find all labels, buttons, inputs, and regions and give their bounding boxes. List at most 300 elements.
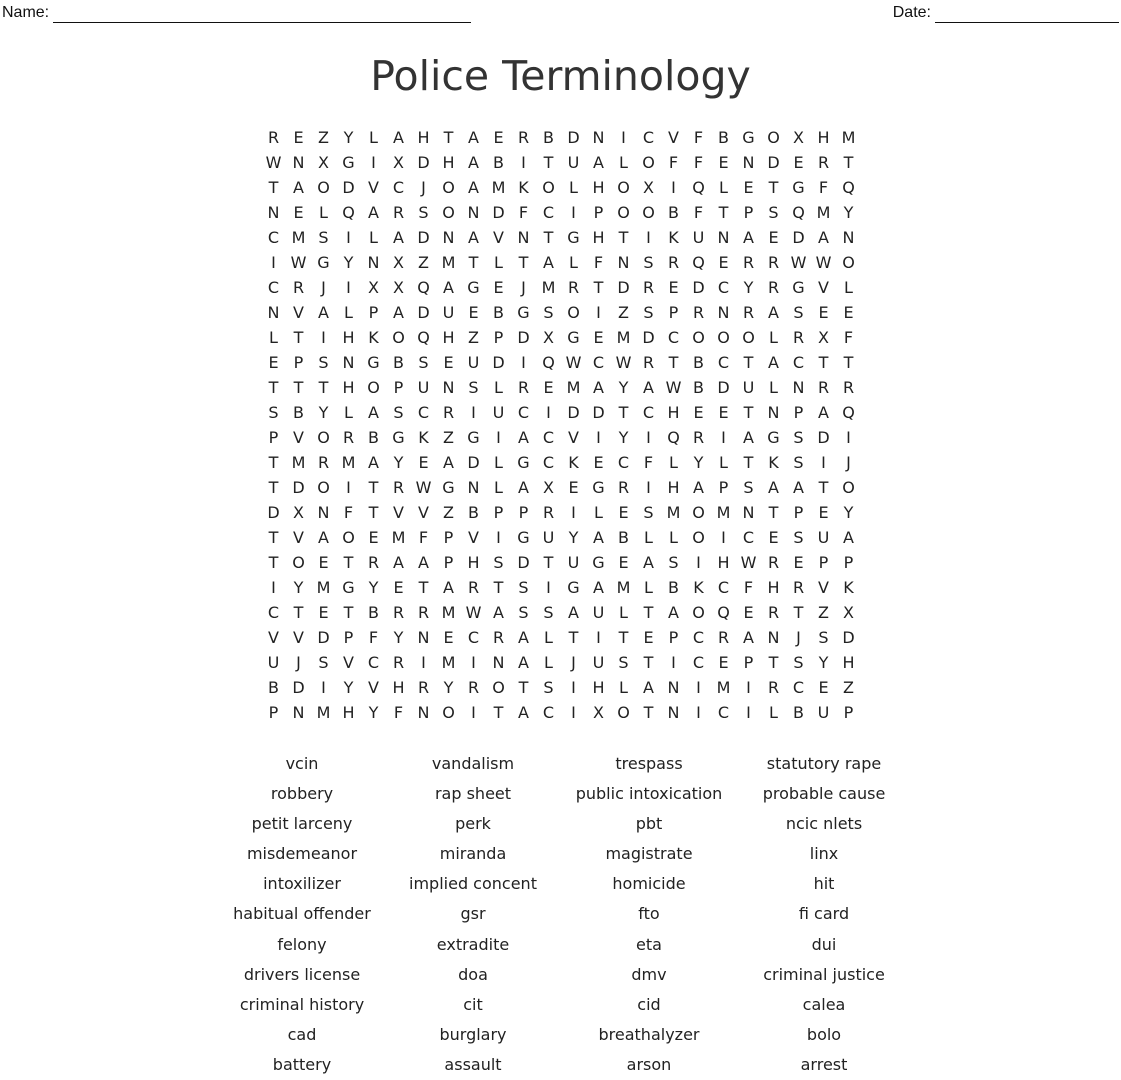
grid-letter: L <box>769 328 778 347</box>
grid-letter: F <box>743 578 754 597</box>
grid-letter: Y <box>368 578 379 597</box>
grid-letter: A <box>643 553 654 572</box>
grid-letter: L <box>644 528 653 547</box>
grid-letter: H <box>592 178 605 197</box>
grid-letter: H <box>392 678 405 697</box>
grid-letter: E <box>293 203 304 222</box>
grid-letter: D <box>342 178 355 197</box>
grid-letter: D <box>417 228 430 247</box>
grid-letter: R <box>442 403 455 422</box>
grid-letter: B <box>668 578 679 597</box>
grid-letter: P <box>843 553 854 572</box>
word-list-item: doa <box>458 964 488 984</box>
grid-letter: D <box>617 278 630 297</box>
grid-letter: S <box>318 228 329 247</box>
grid-letter: X <box>293 503 304 522</box>
grid-letter: W <box>665 378 682 397</box>
grid-letter: O <box>442 203 455 222</box>
grid-letter: O <box>692 528 705 547</box>
grid-row <box>261 200 861 225</box>
grid-letter: A <box>318 303 329 322</box>
grid-letter: S <box>543 678 554 697</box>
grid-letter: C <box>542 703 555 722</box>
grid-letter: T <box>818 353 829 372</box>
grid-letter: C <box>367 653 380 672</box>
grid-letter: G <box>342 153 355 172</box>
grid-letter: L <box>569 178 578 197</box>
grid-letter: N <box>517 228 530 247</box>
grid-letter: A <box>643 378 654 397</box>
grid-letter: H <box>667 478 680 497</box>
grid-letter: P <box>443 528 454 547</box>
word-list-item: criminal justice <box>763 964 885 984</box>
grid-letter: N <box>767 628 780 647</box>
grid-letter: E <box>718 403 729 422</box>
grid-letter: T <box>743 403 754 422</box>
grid-letter: A <box>668 603 679 622</box>
grid-letter: M <box>716 678 731 697</box>
grid-letter: L <box>344 303 353 322</box>
grid-letter: U <box>492 403 505 422</box>
grid-letter: H <box>342 328 355 347</box>
grid-letter: Y <box>843 203 854 222</box>
grid-letter: N <box>467 203 480 222</box>
grid-letter: U <box>817 528 830 547</box>
grid-letter: A <box>818 403 829 422</box>
grid-letter: G <box>742 128 755 147</box>
grid-letter: T <box>268 178 279 197</box>
grid-letter: Q <box>792 203 805 222</box>
grid-letter: X <box>318 153 329 172</box>
name-blank-line[interactable] <box>53 7 471 23</box>
grid-letter: V <box>393 503 404 522</box>
grid-letter: W <box>265 153 282 172</box>
grid-letter: G <box>592 478 605 497</box>
grid-letter: Q <box>542 353 555 372</box>
grid-letter: C <box>617 453 630 472</box>
grid-letter: H <box>717 553 730 572</box>
word-list-item: gsr <box>460 904 486 924</box>
grid-letter: C <box>792 353 805 372</box>
grid-row <box>261 450 861 475</box>
grid-letter: R <box>492 628 505 647</box>
grid-row <box>261 325 861 350</box>
grid-letter: G <box>517 453 530 472</box>
grid-letter: X <box>393 253 404 272</box>
grid-letter: B <box>368 428 379 447</box>
word-list-item: robbery <box>270 784 334 804</box>
grid-letter: A <box>443 578 454 597</box>
grid-letter: D <box>517 553 530 572</box>
grid-letter: T <box>493 703 504 722</box>
grid-letter: N <box>492 653 505 672</box>
grid-letter: A <box>468 228 479 247</box>
grid-letter: G <box>567 578 580 597</box>
grid-letter: E <box>293 128 304 147</box>
grid-letter: E <box>493 128 504 147</box>
grid-letter: O <box>692 328 705 347</box>
grid-letter: S <box>793 303 804 322</box>
grid-letter: T <box>293 378 304 397</box>
grid-letter: L <box>619 153 628 172</box>
grid-letter: L <box>319 203 328 222</box>
grid-letter: C <box>542 203 555 222</box>
grid-letter: R <box>842 378 855 397</box>
grid-letter: O <box>692 503 705 522</box>
grid-letter: G <box>767 428 780 447</box>
grid-letter: L <box>494 453 503 472</box>
grid-letter: S <box>418 203 429 222</box>
grid-letter: U <box>817 703 830 722</box>
grid-letter: V <box>268 628 279 647</box>
grid-row <box>261 575 861 600</box>
grid-letter: D <box>692 278 705 297</box>
grid-letter: A <box>493 603 504 622</box>
grid-letter: G <box>467 428 480 447</box>
grid-row <box>261 625 861 650</box>
grid-letter: Y <box>343 678 354 697</box>
grid-letter: U <box>542 528 555 547</box>
grid-letter: T <box>268 553 279 572</box>
grid-letter: H <box>667 403 680 422</box>
grid-letter: D <box>317 628 330 647</box>
grid-letter: U <box>267 653 280 672</box>
grid-letter: O <box>617 178 630 197</box>
grid-letter: C <box>717 703 730 722</box>
grid-letter: Q <box>842 403 855 422</box>
grid-letter: A <box>418 553 429 572</box>
grid-letter: S <box>543 303 554 322</box>
grid-letter: Y <box>568 528 579 547</box>
word-list-item: eta <box>636 934 662 954</box>
grid-letter: C <box>542 453 555 472</box>
word-list-row <box>0 990 1121 1020</box>
grid-letter: O <box>642 203 655 222</box>
grid-letter: D <box>567 403 580 422</box>
grid-letter: O <box>367 378 380 397</box>
grid-letter: L <box>619 603 628 622</box>
word-list-item: dmv <box>631 964 667 984</box>
grid-letter: X <box>543 478 554 497</box>
grid-letter: S <box>668 553 679 572</box>
grid-letter: J <box>796 628 801 647</box>
grid-letter: K <box>693 578 704 597</box>
grid-letter: T <box>268 528 279 547</box>
grid-letter: U <box>592 653 605 672</box>
grid-letter: R <box>667 253 680 272</box>
grid-letter: D <box>567 128 580 147</box>
grid-letter: D <box>717 378 730 397</box>
grid-letter: A <box>743 628 754 647</box>
grid-row <box>261 250 861 275</box>
grid-letter: F <box>693 153 704 172</box>
grid-letter: O <box>342 528 355 547</box>
grid-letter: D <box>642 328 655 347</box>
word-list-item: calea <box>802 994 846 1014</box>
grid-letter: R <box>642 278 655 297</box>
grid-letter: O <box>317 428 330 447</box>
grid-letter: T <box>343 553 354 572</box>
grid-letter: T <box>718 203 729 222</box>
grid-letter: I <box>646 428 651 447</box>
grid-letter: R <box>817 153 830 172</box>
grid-letter: M <box>616 328 631 347</box>
grid-letter: H <box>817 128 830 147</box>
grid-letter: D <box>492 203 505 222</box>
grid-letter: V <box>468 528 479 547</box>
grid-letter: I <box>721 528 726 547</box>
grid-letter: V <box>493 228 504 247</box>
word-list-item: breathalyzer <box>598 1024 700 1044</box>
grid-letter: E <box>818 303 829 322</box>
grid-letter: E <box>818 503 829 522</box>
grid-letter: B <box>368 603 379 622</box>
word-list-row <box>0 869 1121 899</box>
word-list-item: arrest <box>800 1054 848 1074</box>
grid-letter: S <box>793 653 804 672</box>
grid-letter: I <box>471 403 476 422</box>
grid-letter: G <box>792 178 805 197</box>
word-list-item: magistrate <box>605 844 693 864</box>
grid-letter: E <box>818 678 829 697</box>
grid-letter: Y <box>843 503 854 522</box>
grid-letter: J <box>321 278 326 297</box>
grid-letter: I <box>821 453 826 472</box>
grid-letter: F <box>593 253 604 272</box>
grid-letter: T <box>493 578 504 597</box>
grid-letter: S <box>743 478 754 497</box>
grid-letter: M <box>841 128 856 147</box>
word-list-item: homicide <box>612 874 686 894</box>
grid-letter: G <box>567 228 580 247</box>
grid-letter: G <box>342 578 355 597</box>
grid-letter: F <box>843 328 854 347</box>
grid-letter: R <box>317 453 330 472</box>
grid-letter: E <box>443 628 454 647</box>
grid-letter: X <box>593 703 604 722</box>
grid-row <box>261 125 861 150</box>
grid-letter: Y <box>318 403 329 422</box>
grid-letter: R <box>292 278 305 297</box>
grid-letter: A <box>468 153 479 172</box>
grid-letter: U <box>567 553 580 572</box>
grid-letter: I <box>596 303 601 322</box>
word-list-item: perk <box>455 814 491 834</box>
grid-letter: Q <box>717 603 730 622</box>
page-title: Police Terminology <box>370 52 751 100</box>
grid-letter: L <box>494 253 503 272</box>
grid-letter: O <box>767 128 780 147</box>
grid-letter: B <box>693 378 704 397</box>
grid-letter: R <box>392 203 405 222</box>
word-list-row <box>0 809 1121 839</box>
grid-letter: E <box>743 603 754 622</box>
word-list-item: miranda <box>439 844 507 864</box>
grid-letter: N <box>617 253 630 272</box>
grid-letter: M <box>616 578 631 597</box>
grid-letter: H <box>592 678 605 697</box>
grid-letter: P <box>843 703 854 722</box>
grid-letter: W <box>415 478 432 497</box>
grid-letter: S <box>393 403 404 422</box>
grid-row <box>261 175 861 200</box>
grid-letter: S <box>793 428 804 447</box>
word-list-item: vandalism <box>431 754 515 773</box>
grid-letter: E <box>593 328 604 347</box>
grid-letter: G <box>467 278 480 297</box>
grid-letter: T <box>668 353 679 372</box>
grid-letter: P <box>793 503 804 522</box>
grid-letter: I <box>671 178 676 197</box>
grid-letter: X <box>643 178 654 197</box>
grid-letter: W <box>740 553 757 572</box>
grid-letter: A <box>393 303 404 322</box>
grid-letter: V <box>293 528 304 547</box>
grid-letter: A <box>743 228 754 247</box>
grid-letter: I <box>496 528 501 547</box>
grid-letter: T <box>468 253 479 272</box>
grid-letter: L <box>544 628 553 647</box>
word-list-item: cad <box>287 1024 317 1044</box>
grid-letter: A <box>443 278 454 297</box>
grid-letter: U <box>567 153 580 172</box>
date-field[interactable] <box>893 3 1119 23</box>
grid-letter: E <box>743 178 754 197</box>
grid-letter: N <box>442 378 455 397</box>
grid-letter: R <box>517 128 530 147</box>
word-list-row <box>0 1020 1121 1050</box>
grid-letter: L <box>369 228 378 247</box>
grid-letter: I <box>521 153 526 172</box>
grid-letter: I <box>571 703 576 722</box>
grid-letter: V <box>818 578 829 597</box>
word-list-item: dui <box>811 934 837 954</box>
grid-letter: X <box>843 603 854 622</box>
date-label: Date: <box>892 4 931 21</box>
grid-letter: J <box>846 453 851 472</box>
grid-letter: S <box>643 303 654 322</box>
grid-letter: I <box>646 478 651 497</box>
grid-letter: D <box>817 428 830 447</box>
grid-letter: O <box>542 178 555 197</box>
grid-letter: O <box>442 178 455 197</box>
grid-letter: Y <box>368 703 379 722</box>
grid-letter: T <box>743 353 754 372</box>
grid-letter: F <box>418 528 429 547</box>
grid-letter: R <box>742 303 755 322</box>
grid-letter: M <box>291 228 306 247</box>
grid-letter: Q <box>667 428 680 447</box>
grid-letter: G <box>317 253 330 272</box>
grid-letter: S <box>793 528 804 547</box>
grid-letter: A <box>518 703 529 722</box>
grid-letter: T <box>618 403 629 422</box>
grid-letter: G <box>367 353 380 372</box>
grid-letter: C <box>717 278 730 297</box>
grid-letter: T <box>643 703 654 722</box>
grid-letter: D <box>767 153 780 172</box>
grid-letter: O <box>442 703 455 722</box>
grid-letter: T <box>543 553 554 572</box>
word-list-item: cit <box>463 994 483 1014</box>
grid-letter: S <box>493 553 504 572</box>
grid-letter: C <box>717 578 730 597</box>
grid-letter: I <box>546 578 551 597</box>
grid-letter: L <box>569 253 578 272</box>
grid-letter: R <box>467 578 480 597</box>
grid-letter: E <box>643 628 654 647</box>
word-list-item: public intoxication <box>575 784 723 804</box>
grid-letter: Z <box>818 603 829 622</box>
grid-letter: O <box>692 603 705 622</box>
word-list-item: battery <box>272 1054 332 1074</box>
grid-letter: H <box>842 653 855 672</box>
grid-letter: X <box>393 153 404 172</box>
grid-row <box>261 550 861 575</box>
grid-letter: P <box>668 628 679 647</box>
grid-letter: Y <box>618 378 629 397</box>
name-field[interactable] <box>2 3 471 23</box>
date-blank-line[interactable] <box>935 7 1119 23</box>
grid-letter: P <box>593 203 604 222</box>
grid-letter: W <box>790 253 807 272</box>
grid-letter: T <box>593 278 604 297</box>
grid-letter: F <box>693 203 704 222</box>
grid-letter: C <box>267 278 280 297</box>
grid-letter: X <box>368 278 379 297</box>
grid-letter: E <box>493 278 504 297</box>
grid-letter: U <box>442 303 455 322</box>
grid-letter: C <box>267 228 280 247</box>
grid-letter: V <box>293 303 304 322</box>
grid-row <box>261 375 861 400</box>
grid-row <box>261 525 861 550</box>
grid-letter: E <box>843 303 854 322</box>
grid-letter: M <box>566 378 581 397</box>
grid-letter: W <box>615 353 632 372</box>
word-list-row <box>0 749 1121 779</box>
grid-letter: N <box>667 703 680 722</box>
grid-letter: S <box>518 578 529 597</box>
grid-letter: A <box>743 428 754 447</box>
grid-letter: N <box>417 628 430 647</box>
grid-letter: Y <box>343 128 354 147</box>
grid-letter: E <box>793 553 804 572</box>
grid-letter: N <box>342 353 355 372</box>
grid-letter: A <box>543 253 554 272</box>
grid-letter: T <box>543 228 554 247</box>
grid-letter: B <box>793 703 804 722</box>
grid-letter: L <box>719 178 728 197</box>
grid-letter: W <box>465 603 482 622</box>
grid-letter: X <box>393 278 404 297</box>
grid-letter: F <box>818 178 829 197</box>
grid-letter: R <box>467 678 480 697</box>
grid-letter: R <box>767 253 780 272</box>
grid-letter: M <box>441 253 456 272</box>
grid-letter: S <box>468 378 479 397</box>
grid-letter: P <box>393 378 404 397</box>
grid-letter: I <box>571 503 576 522</box>
grid-letter: V <box>368 178 379 197</box>
grid-letter: H <box>342 703 355 722</box>
grid-letter: B <box>668 203 679 222</box>
grid-letter: I <box>321 678 326 697</box>
grid-letter: W <box>565 353 582 372</box>
grid-letter: I <box>621 128 626 147</box>
word-list-item: hit <box>813 874 835 894</box>
grid-letter: W <box>290 253 307 272</box>
